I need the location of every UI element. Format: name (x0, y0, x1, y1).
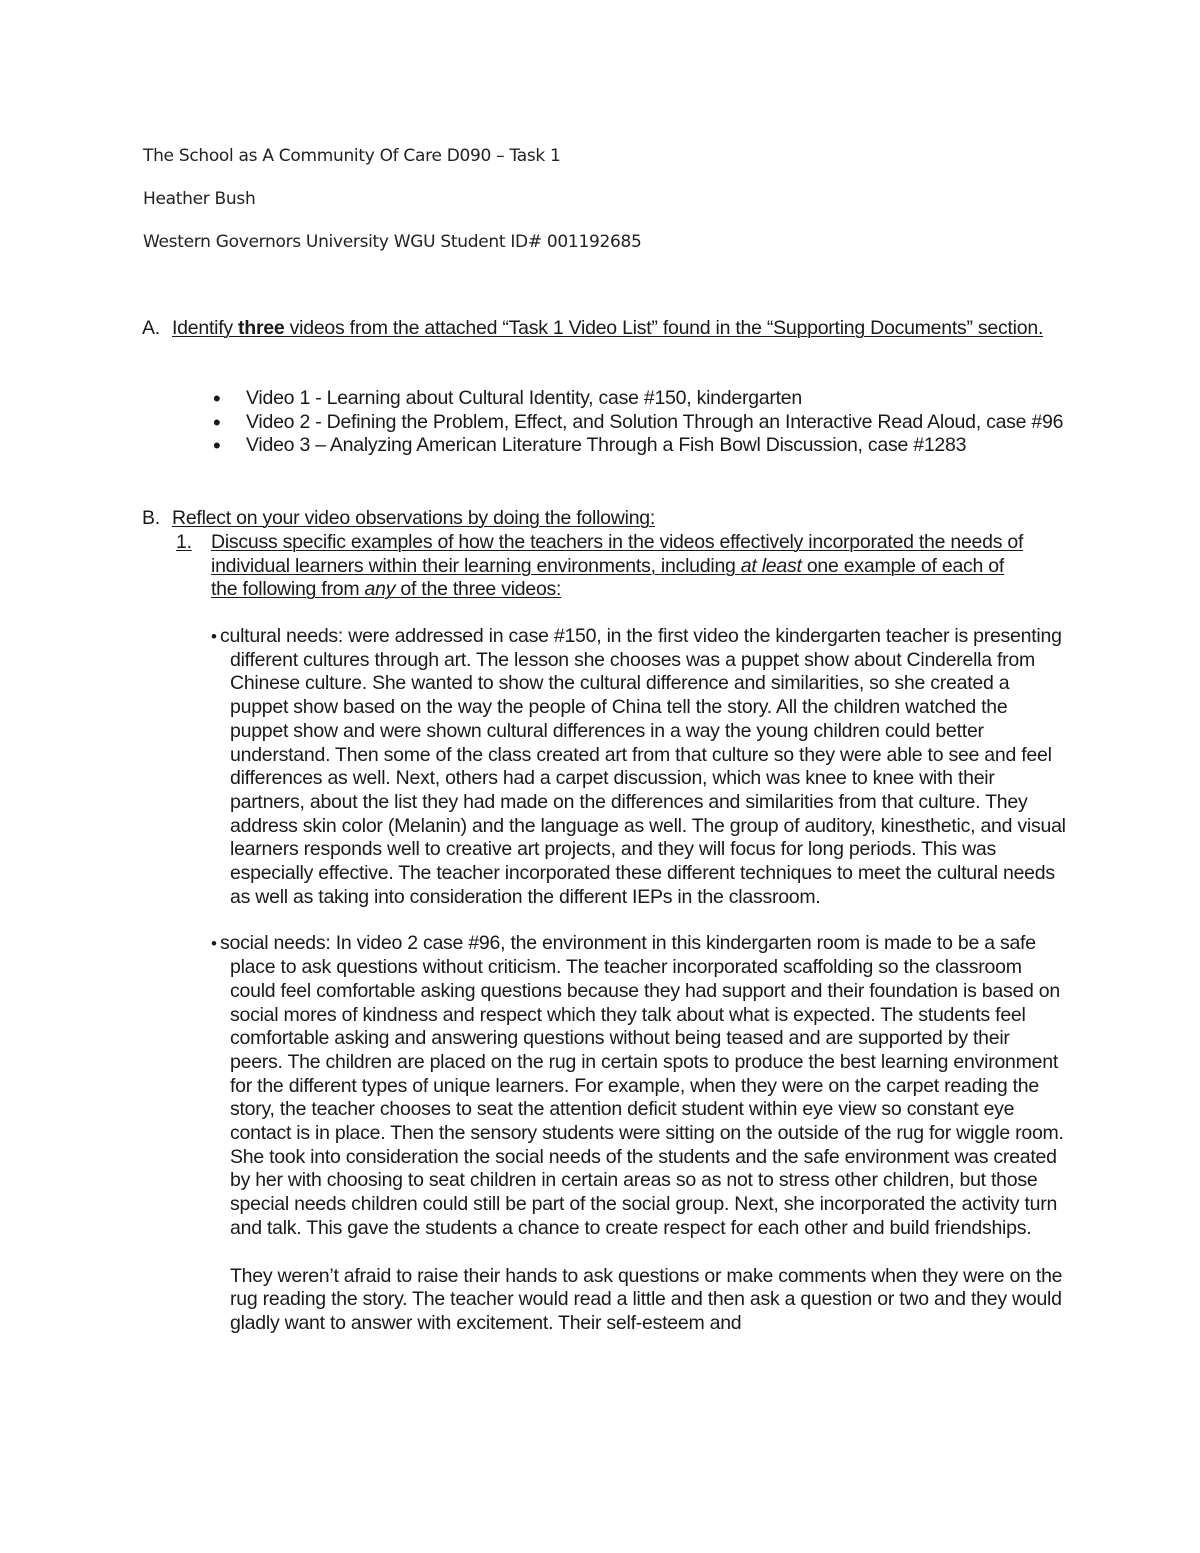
institution-line: Western Governors University WGU Student ID# 001192685 (143, 232, 642, 252)
section-a-letter: A. (142, 317, 160, 339)
document-title: The School as A Community Of Care D090 – Task 1 (143, 146, 561, 166)
video-list (246, 387, 1066, 458)
list-item-social-needs: • social needs: In video 2 case #96, the environment in this kindergarten room is made to be a safe place to ask questions without criticism. The teacher incorporated scaffolding so the classroom could feel comfortable asking questions because they had support and their foundation is based on social mores of kindness and respect which they talk about what is expected. The students feel comfortable asking and answering questions without being teased and are supported by their peers. The children are placed on the rug in certain spots to produce the best learning environment for the different types of unique learners. For example, when they were on the carpet reading the story, the teacher chooses to seat the attention deficit student within eye view so constant eye contact is in place. Then the sensory students were sitting on the outside of the rug for wiggle room. She took into consideration the social needs of the students and the safe environment was created by her with choosing to seat children in certain areas so as not to stress other children, but those special needs children could still be part of the social group. Next, she incorporated the activity turn and talk. This gave the students a chance to create respect for each other and build friendships. (211, 932, 1064, 1239)
bullet-icon: • (211, 934, 217, 954)
section-b-prompt: Reflect on your video observations by doing the following: (172, 507, 656, 529)
section-a-prompt: Identify three videos from the attached “Task 1 Video List” found in the “Supporting Documents” section. (172, 317, 1044, 339)
sub-item-prompt: Discuss specific examples of how the teachers in the videos effectively incorporated the needs of individual learners within their learning environments, including at least one example of each of the following from any of the three videos: (211, 531, 1024, 601)
sub-item-number: 1. (176, 531, 192, 553)
needs-list (211, 625, 1066, 1336)
section-b-letter: B. (142, 507, 160, 529)
video-list-item: • Video 1 - Learning about Cultural Identity, case #150, kindergarten (246, 387, 1066, 411)
video-list-item: • Video 2 - Defining the Problem, Effect, and Solution Through an Interactive Read Aloud, case #96 (246, 411, 1066, 435)
list-item-cultural-needs: • cultural needs: were addressed in case #150, in the first video the kindergarten teacher is presenting different cultures through art. The lesson she chooses was a puppet show about Cinderella from Chinese culture. She wanted to show the cultural difference and similarities, so she created a puppet show based on the way the people of China tell the story. All the children watched the puppet show and were shown cultural differences in a way the young children could better understand. Then some of the class created art from that culture so they were able to see and feel differences as well. Next, others had a carpet discussion, which was knee to knee with their partners, about the list they had made on the differences and similarities from that culture. They address skin color (Melanin) and the language as well. The group of auditory, kinesthetic, and visual learners responds well to creative art projects, and they will focus for long periods. This was especially effective. The teacher incorporated these different techniques to meet the cultural needs as well as taking into consideration the different IEPs in the classroom. (211, 625, 1066, 908)
video-list-item: • Video 3 – Analyzing American Literature Through a Fish Bowl Discussion, case #1283 (246, 434, 1066, 458)
continuation-paragraph: They weren’t afraid to raise their hands to ask questions or make comments when they were on the rug reading the story. The teacher would read a little and then ask a question or two and they would gladly want to answer with excitement. Their self-esteem and (230, 1264, 1063, 1334)
author-name: Heather Bush (143, 189, 256, 209)
bullet-icon: • (211, 627, 217, 646)
